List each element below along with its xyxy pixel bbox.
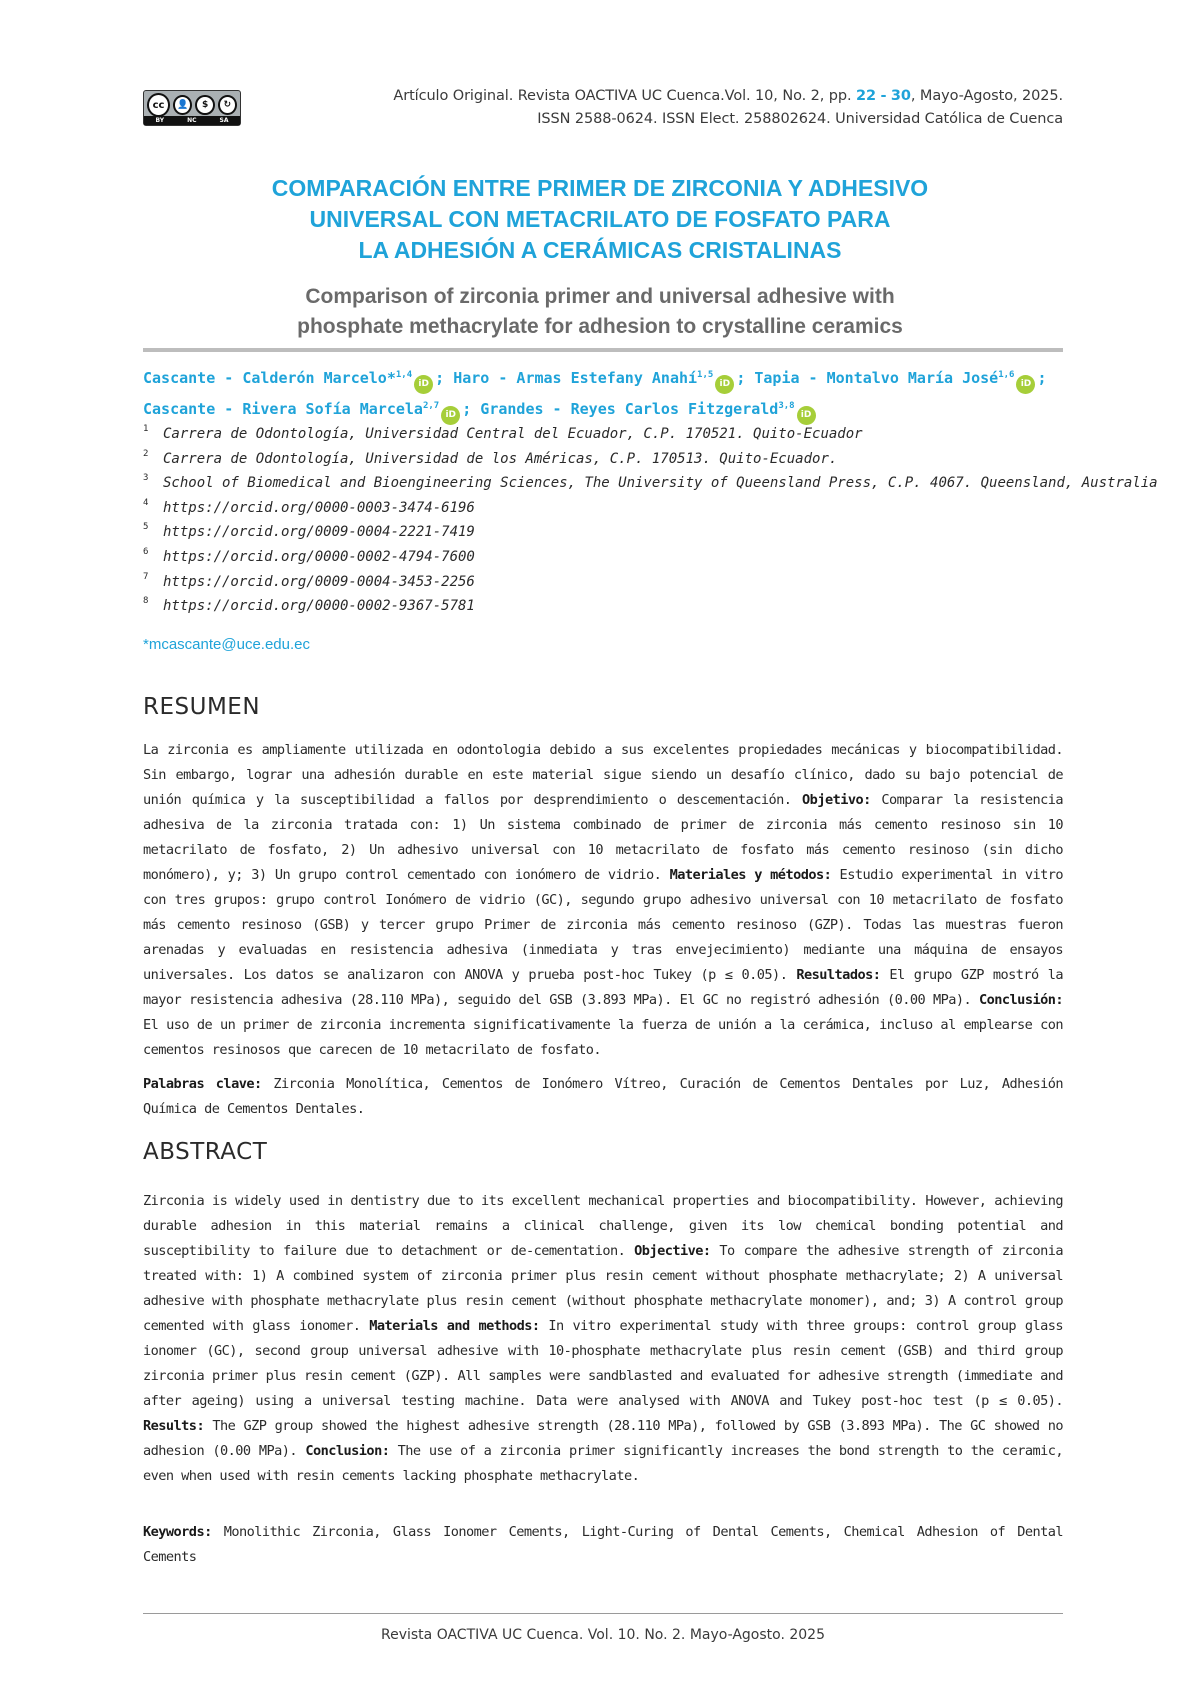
orcid-icon[interactable]: iD [441, 406, 460, 425]
author-name: Tapia - Montalvo María José [754, 369, 999, 387]
header-citation-prefix: Artículo Original. Revista OACTIVA UC Cuenca.Vol. 10, No. 2, pp. [393, 88, 852, 104]
title-spanish-line: LA ADHESIÓN A CERÁMICAS CRISTALINAS [358, 237, 842, 263]
affiliation-text: Carrera de Odontología, Universidad Central del Ecuador, C.P. 170521. Quito-Ecuador [163, 426, 863, 442]
page-end: 30 [890, 88, 911, 104]
abstract-paragraph [143, 1189, 1063, 1489]
resumen-keywords [143, 1072, 1063, 1122]
author-name: Haro - Armas Estefany Anahí [453, 369, 698, 387]
paragraph-heading: Objetivo: [802, 792, 871, 808]
author-affiliation-ref: 1,4 [395, 370, 413, 380]
orcid-icon[interactable]: iD [1016, 375, 1035, 394]
keywords-label: Keywords: [143, 1524, 212, 1540]
paragraph-text: The GZP group showed the highest adhesive strength (28.110 MPa), followed by GSB (3.893 MPa). The GC showed no adhesion (0.00 MPa). [143, 1418, 1063, 1459]
affiliation-item [143, 448, 1083, 476]
affiliation-item[interactable] [143, 571, 1083, 599]
author-affiliation-ref: 1,6 [998, 370, 1015, 380]
author-list [143, 363, 1063, 425]
header-citation-suffix: , Mayo-Agosto, 2025. [910, 88, 1063, 104]
affiliation-number: 2 [143, 448, 149, 459]
paragraph-heading: Objective: [634, 1243, 711, 1259]
paragraph-heading: Materiales y métodos: [669, 867, 832, 883]
affiliation-text: https://orcid.org/0009-0004-2221-7419 [163, 524, 475, 541]
orcid-icon[interactable]: iD [715, 375, 734, 394]
abstract-keywords [143, 1520, 1063, 1570]
author-name: Grandes - Reyes Carlos Fitzgerald [480, 400, 779, 418]
paragraph-text: To compare the adhesive strength of zirconia treated with: 1) A combined system of zirconia primer plus resin cement without phosphate methacrylate; 2) A universal adhesive with phosphate methacrylate plus resin cement (without phosphate methacrylate monomer), and; 3) A control group cemented with glass ionomer. [143, 1243, 1063, 1334]
affiliation-text: https://orcid.org/0000-0002-9367-5781 [163, 598, 475, 615]
affiliation-item [143, 426, 1083, 451]
paragraph-text: The use of a zirconia primer significantly increases the bond strength to the ceramic, even when used with resin cements lacking phosphate methacrylate. [143, 1443, 1063, 1484]
author-affiliation-ref: 2,7 [422, 401, 440, 411]
author-separator: ; [462, 400, 472, 418]
affiliation-number: 5 [143, 522, 149, 533]
affiliation-number: 8 [143, 596, 149, 607]
paragraph-heading: Results: [143, 1418, 205, 1434]
paragraph-text: Estudio experimental in vitro con tres grupos: grupo control Ionómero de vidrio (GC), segundo grupo adhesivo universal con 10 metacrilato de fosfato más cemento resinoso (GSB) y tercer grupo Primer de zirconia más cemento resinoso (GZP). Todas las muestras fueron arenadas y evaluadas en resistencia adhesiva (inmediata y tras envejecimiento) mediante una máquina de ensayos universales. Los datos se analizaron con ANOVA y prueba post-hoc Tukey (p ≤ 0.05). [143, 867, 1063, 983]
license-label-nc: NC [187, 117, 197, 124]
header-issn: ISSN 2588-0624. ISSN Elect. 258802624. Universidad Católica de Cuenca [537, 111, 1063, 127]
paragraph-heading: Conclusion: [305, 1443, 390, 1459]
cc-icon: cc [147, 93, 170, 117]
header-citation [393, 88, 1063, 104]
footer-citation: Revista OACTIVA UC Cuenca. Vol. 10. No. 2. Mayo-Agosto. 2025 [381, 1627, 825, 1643]
orcid-icon[interactable]: iD [414, 375, 433, 394]
sa-icon: ↻ [218, 95, 237, 115]
title-spanish-line: COMPARACIÓN ENTRE PRIMER DE ZIRCONIA Y ADHESIVO [271, 175, 929, 201]
affiliation-number: 1 [143, 424, 149, 434]
page-start: 22 [855, 88, 876, 104]
paragraph-heading: Resultados: [796, 967, 881, 983]
author-separator: ; [1037, 369, 1047, 387]
author-affiliation-ref: 3,8 [778, 401, 795, 411]
license-label-by: BY [155, 117, 165, 124]
affiliation-list [143, 424, 1158, 623]
author-affiliation-ref: 1,5 [697, 370, 714, 380]
license-labels [144, 116, 240, 125]
title-spanish-line: UNIVERSAL CON METACRILATO DE FOSFATO PARA [309, 206, 891, 232]
section-title-abstract: ABSTRACT [143, 1139, 268, 1165]
license-label-sa: SA [219, 117, 229, 124]
paragraph-text: Zirconia is widely used in dentistry due to its excellent mechanical properties and biocompatibility. However, achieving durable adhesion in this material remains a clinical challenge, given its low chemical bonding potential and susceptibility to failure due to detachment or de-cementation. [143, 1193, 1063, 1259]
affiliation-text: https://orcid.org/0000-0002-4794-7600 [163, 548, 475, 565]
paragraph-text: Comparar la resistencia adhesiva de la zirconia tratada con: 1) Un sistema combinado de primer de zirconia más cemento resinoso sin 10 metacrilato de fosfato, 2) Un adhesivo universal con 10 metacrilato de fosfato más cemento resinoso (sin dicho monómero), y; 3) Un grupo control cementado con ionómero de vidrio. [143, 792, 1063, 883]
affiliation-item[interactable] [143, 598, 1083, 623]
paragraph-heading: Conclusión: [979, 992, 1063, 1008]
author-separator: ; [736, 369, 746, 387]
nc-icon: $ [195, 95, 214, 115]
keywords-text: Monolithic Zirconia, Glass Ionomer Cements, Light-Curing of Dental Cements, Chemical Adhesion of Dental Cements [143, 1524, 1063, 1565]
title-english-line: phosphate methacrylate for adhesion to crystalline ceramics [297, 315, 903, 338]
affiliation-text: https://orcid.org/0009-0004-3453-2256 [163, 573, 475, 590]
affiliation-item [143, 473, 1158, 500]
title-spanish [140, 173, 1060, 266]
paragraph-text: La zirconia es ampliamente utilizada en odontologia debido a sus excelentes propiedades mecánicas y biocompatibilidad. Sin embargo, lograr una adhesión durable en este material sigue siendo un desafío clínico, dado su bajo potencial de unión química y la susceptibilidad a fallos por desprendimiento o descementación. [143, 742, 1063, 808]
keywords-label: Palabras clave: [143, 1076, 262, 1092]
orcid-icon[interactable]: iD [797, 406, 816, 425]
affiliation-text: Carrera de Odontología, Universidad de los Américas, C.P. 170513. Quito-Ecuador. [163, 450, 838, 467]
affiliation-number: 4 [143, 497, 149, 508]
title-english-line: Comparison of zirconia primer and universal adhesive with [305, 285, 895, 308]
resumen-paragraph [143, 738, 1063, 1063]
author-separator: ; [435, 369, 445, 387]
paragraph-text: In vitro experimental study with three groups: control group glass ionomer (GC), second group universal adhesive with 10-phosphate methacrylate plus resin cement (GSB) and third group zirconia primer plus resin cement (GZP). All samples were sandblasted and evaluated for adhesive strength (immediate and after ageing) using a universal testing machine. Data were analysed with ANOVA and Tukey post-hoc test (p ≤ 0.05). [143, 1318, 1064, 1409]
affiliation-item[interactable] [143, 524, 1083, 549]
paragraph-heading: Materials and methods: [369, 1318, 540, 1334]
corresponding-email[interactable]: *mcascante@uce.edu.ec [143, 636, 310, 653]
cc-license-badge[interactable] [143, 90, 241, 126]
footer-divider [143, 1613, 1063, 1614]
affiliation-number: 7 [143, 571, 149, 582]
title-english [140, 282, 1060, 342]
affiliation-item[interactable] [143, 497, 1083, 525]
paragraph-text: El grupo GZP mostró la mayor resistencia adhesiva (28.110 MPa), seguido del GSB (3.893 MPa). El GC no registró adhesión (0.00 MPa). [143, 967, 1063, 1008]
by-icon: 👤 [173, 95, 192, 115]
affiliation-text: School of Biomedical and Bioengineering Sciences, The University of Queensland Press, C.P. 4067. Queensland, Australia [163, 475, 1158, 492]
keywords-text: Zirconia Monolítica, Cementos de Ionómero Vítreo, Curación de Cementos Dentales por Luz, Adhesión Química de Cementos Dentales. [143, 1076, 1063, 1117]
title-divider [143, 348, 1063, 352]
section-title-resumen: RESUMEN [143, 694, 261, 720]
affiliation-text: https://orcid.org/0000-0003-3474-6196 [163, 499, 475, 516]
page-range-separator: - [880, 88, 887, 104]
affiliation-number: 3 [143, 473, 149, 484]
affiliation-number: 6 [143, 546, 149, 557]
affiliation-item[interactable] [143, 546, 1083, 574]
paragraph-text: El uso de un primer de zirconia incrementa significativamente la fuerza de unión a la cerámica, incluso al emplearse con cementos resinosos que carecen de 10 metacrilato de fosfato. [143, 1017, 1063, 1058]
author-name: Cascante - Rivera Sofía Marcela [143, 400, 423, 418]
author-name: Cascante - Calderón Marcelo* [143, 369, 396, 387]
